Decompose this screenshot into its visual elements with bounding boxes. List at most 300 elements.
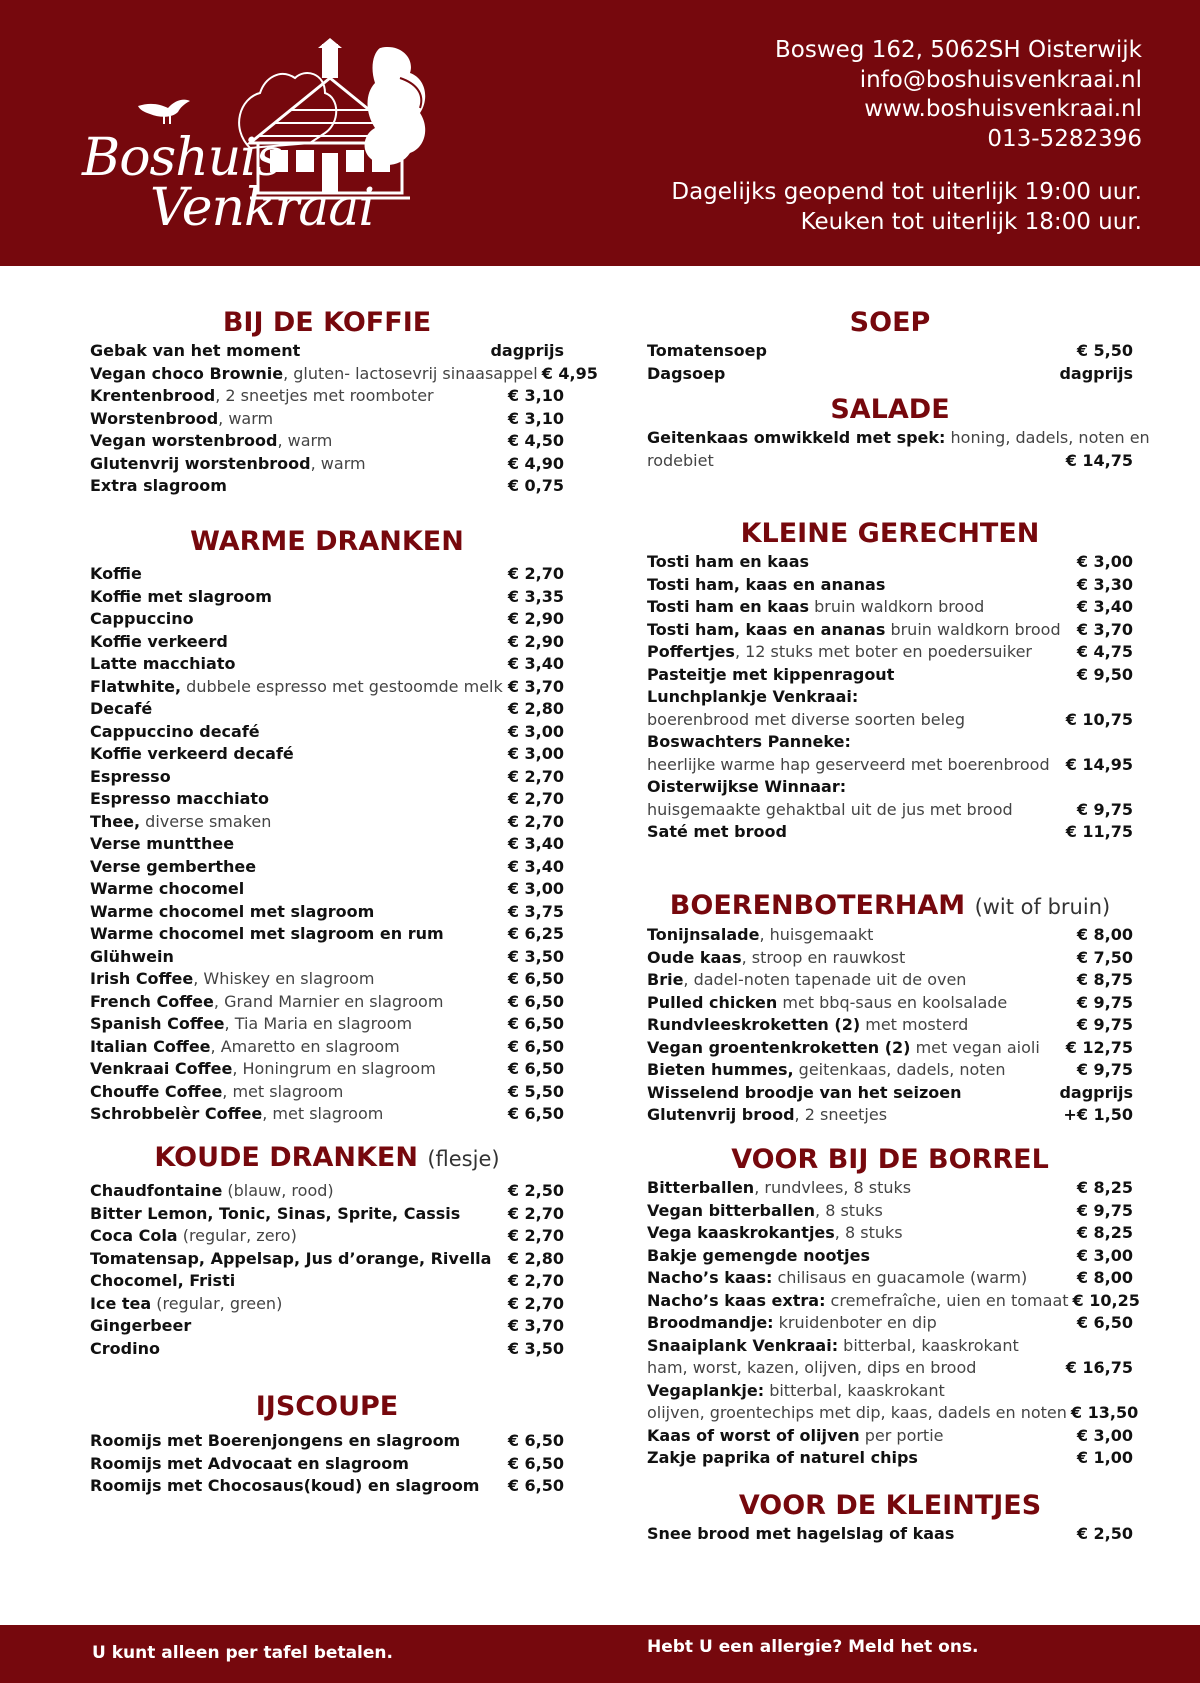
menu-item-name: Warme chocomel: [90, 879, 245, 898]
menu-item: [647, 1425, 944, 1448]
menu-item-description: diverse smaken: [140, 811, 272, 831]
website-link[interactable]: www.boshuisvenkraai.nl: [864, 96, 1142, 122]
menu-item-description: chilisaus en guacamole (warm): [772, 1268, 1028, 1287]
left-column-ijscoupe: [90, 1390, 564, 1498]
menu-item-price: € 9,75: [1076, 1015, 1133, 1034]
menu-item-description: , stroop en rauwkost: [741, 947, 906, 967]
menu-item-description: , dadel-noten tapenade uit de oven: [683, 970, 967, 989]
menu-item-row: [90, 991, 564, 1014]
menu-item-name: Crodino: [90, 1338, 160, 1358]
menu-item: [647, 731, 851, 754]
menu-item-name: Glutenvrij worstenbrood: [90, 453, 311, 473]
menu-item-description: (blauw, rood): [222, 1181, 334, 1200]
menu-item: [90, 653, 235, 676]
menu-item-price: € 4,90: [507, 453, 564, 473]
menu-item-price: € 2,70: [507, 1293, 564, 1313]
menu-item-price: € 3,40: [507, 856, 564, 876]
menu-item-name: Vegan choco Brownie: [90, 363, 284, 383]
menu-item-name: Chouffe Coffee: [90, 1081, 223, 1101]
menu-item-row: [90, 878, 564, 901]
menu-item-description: , Tia Maria en slagroom: [224, 1014, 413, 1033]
menu-item-row: [647, 754, 1133, 777]
menu-item-price: € 0,75: [507, 476, 564, 495]
menu-item-price: € 6,50: [507, 1431, 564, 1450]
menu-item-row: [90, 586, 564, 609]
menu-item-price: € 3,00: [1076, 1245, 1133, 1265]
menu-item: [90, 608, 194, 631]
menu-item-name: Coca Cola: [90, 1226, 178, 1245]
menu-item-description: , warm: [310, 453, 366, 473]
menu-item-row: [90, 1103, 564, 1126]
menu-item-row: [90, 811, 564, 834]
menu-item-row: [647, 596, 1133, 619]
menu-item-price: € 6,50: [507, 1453, 564, 1473]
menu-item: [90, 385, 434, 408]
logo-text-venkraai: Venkraai: [150, 178, 375, 238]
menu-item-row: [90, 1180, 564, 1203]
salade-desc-2: rodebiet: [647, 450, 714, 470]
koude-dranken-title: KOUDE DRANKEN: [154, 1142, 418, 1173]
menu-item-name: Bitter Lemon, Tonic, Sinas, Sprite, Cassis: [90, 1203, 461, 1223]
menu-item-row: [90, 946, 564, 969]
address: Bosweg 162, 5062SH Oisterwijk: [775, 37, 1142, 63]
list-item: [647, 450, 1133, 473]
menu-item: [647, 1177, 911, 1200]
menu-item-price: € 5,50: [507, 1081, 564, 1101]
menu-item-description: cremefraîche, uien en tomaat: [825, 1290, 1069, 1310]
menu-item-price: € 1,00: [1076, 1448, 1133, 1467]
menu-item-price: € 9,75: [1076, 1060, 1133, 1079]
menu-item-name: Brie: [647, 970, 684, 989]
menu-item-price: dagprijs: [1059, 1082, 1133, 1102]
menu-item: [647, 641, 1032, 664]
menu-item: [647, 1402, 1067, 1425]
menu-item: [647, 1014, 968, 1037]
menu-item-name: Bitterballen: [647, 1178, 755, 1197]
menu-item-name: Roomijs met Chocosaus(koud) en slagroom: [90, 1476, 480, 1495]
menu-item-name: Kaas of worst of olijven: [647, 1425, 860, 1445]
salade-desc: honing, dadels, noten en: [945, 428, 1150, 447]
menu-item: [90, 923, 444, 946]
menu-item-row: [647, 686, 1133, 709]
menu-item-row: [90, 1315, 564, 1338]
menu-item-name: Snaaiplank Venkraai:: [647, 1335, 839, 1355]
menu-item-name: Rundvleeskroketten (2): [647, 1015, 861, 1034]
menu-item: [647, 619, 1061, 642]
menu-item-row: [90, 1013, 564, 1036]
menu-item-row: [647, 1380, 1133, 1403]
menu-item: [647, 776, 846, 799]
menu-item-price: € 7,50: [1076, 947, 1133, 967]
menu-item: [90, 631, 228, 654]
menu-item: [647, 551, 809, 574]
menu-item-price: +€ 1,50: [1063, 1105, 1133, 1124]
section-title-warme-dranken: WARME DRANKEN: [190, 526, 464, 557]
menu-item-description: met bbq-saus en koolsalade: [777, 992, 1008, 1012]
menu-item-row: [90, 968, 564, 991]
menu-item-name: Broodmandje:: [647, 1313, 774, 1332]
menu-item-row: [90, 1293, 564, 1316]
menu-item-name: Koffie: [90, 564, 142, 583]
menu-item-row: [647, 363, 1133, 386]
menu-item: [90, 1453, 409, 1476]
menu-item-name: Snee brood met hagelslag of kaas: [647, 1524, 955, 1543]
menu-item-row: [90, 1203, 564, 1226]
menu-item-row: [90, 1058, 564, 1081]
menu-item-name: Decafé: [90, 699, 153, 718]
menu-item-price: € 12,75: [1065, 1037, 1133, 1057]
menu-item: [647, 947, 905, 970]
menu-item: [90, 676, 503, 699]
menu-item-price: € 3,10: [507, 408, 564, 428]
menu-item: [90, 1293, 282, 1316]
menu-item-name: Italian Coffee: [90, 1036, 211, 1056]
menu-item-row: [90, 1036, 564, 1059]
menu-item: [647, 1335, 1019, 1358]
menu-item-price: € 2,80: [507, 699, 564, 718]
menu-item-row: [647, 776, 1133, 799]
menu-item: [90, 408, 273, 431]
footer-banner: [0, 1625, 1200, 1683]
menu-item-row: [647, 1290, 1140, 1313]
menu-item-row: [647, 1447, 1133, 1470]
menu-item: [90, 721, 260, 744]
menu-item: [647, 340, 767, 363]
menu-item: [647, 686, 858, 709]
hours-line-kitchen: Keuken tot uiterlijk 18:00 uur.: [800, 208, 1142, 235]
menu-item-name: Oude kaas: [647, 947, 742, 967]
menu-item-price: € 5,50: [1076, 341, 1133, 360]
menu-item: [90, 1248, 491, 1271]
menu-item-description: , Amaretto en slagroom: [210, 1036, 400, 1056]
menu-item-price: € 8,00: [1076, 925, 1133, 944]
menu-item-name: Tosti ham en kaas: [647, 597, 810, 616]
list-warme-dranken: [90, 563, 564, 1126]
menu-item-name: Gebak van het moment: [90, 341, 301, 360]
menu-item-description: geitenkaas, dadels, noten: [793, 1060, 1006, 1079]
menu-item-description: , warm: [277, 431, 333, 450]
email-link[interactable]: info@boshuisvenkraai.nl: [859, 66, 1142, 93]
menu-item: [90, 968, 374, 991]
right-column-salade: [647, 393, 1150, 472]
menu-item-price: € 4,95: [541, 363, 598, 383]
list-item: [647, 427, 1150, 450]
menu-item-price: € 2,70: [507, 564, 564, 583]
menu-item-row: [90, 721, 564, 744]
menu-item-row: [90, 1338, 564, 1361]
menu-item-price: € 13,50: [1070, 1403, 1139, 1422]
menu-item: [647, 363, 725, 386]
menu-item-description: , met slagroom: [262, 1104, 384, 1123]
menu-item: [90, 788, 269, 811]
list-boerenboterham: [647, 924, 1133, 1127]
menu-item-name: Worstenbrood: [90, 408, 219, 428]
menu-item-row: [90, 1225, 564, 1248]
menu-item-row: [90, 1475, 564, 1498]
menu-item: [647, 754, 1050, 777]
section-title-borrel: VOOR BIJ DE BORREL: [731, 1144, 1049, 1175]
menu-item: [90, 430, 332, 453]
menu-item-row: [90, 653, 564, 676]
menu-item-row: [90, 608, 564, 631]
menu-item-name: Tosti ham, kaas en ananas: [647, 574, 886, 594]
menu-item-price: € 6,50: [1076, 1313, 1133, 1332]
menu-item-name: Cappuccino decafé: [90, 721, 260, 741]
menu-item-price: € 3,40: [507, 834, 564, 853]
menu-item-row: [647, 1082, 1133, 1105]
menu-item-name: Glühwein: [90, 946, 174, 966]
menu-item-description: dubbele espresso met gestoomde melk: [181, 676, 503, 696]
section-title-kleine-gerechten: KLEINE GERECHTEN: [740, 518, 1040, 549]
boerenboterham-subtitle: (wit of bruin): [974, 895, 1111, 919]
menu-item: [90, 1270, 235, 1293]
list-bij-de-koffie: [90, 340, 598, 498]
menu-item: [90, 363, 538, 386]
menu-item-row: [90, 676, 564, 699]
menu-item: [90, 878, 244, 901]
right-column-soep: [647, 306, 1133, 385]
menu-item-price: € 2,70: [507, 789, 564, 808]
menu-item-price: € 3,50: [507, 946, 564, 966]
menu-item-name: Extra slagroom: [90, 476, 227, 495]
menu-item-name: Vega kaaskrokantjes: [647, 1223, 835, 1242]
menu-item: [90, 743, 294, 766]
menu-item: [90, 698, 152, 721]
menu-item-row: [647, 1312, 1133, 1335]
menu-item-price: € 3,40: [1076, 597, 1133, 616]
menu-item-description: (regular, zero): [177, 1226, 297, 1245]
menu-item-name: Pulled chicken: [647, 992, 778, 1012]
left-column-koude: [90, 1141, 564, 1360]
menu-item: [647, 924, 873, 947]
menu-item-name: Schrobbelèr Coffee: [90, 1104, 263, 1123]
menu-item: [647, 1245, 870, 1268]
section-title-soep: SOEP: [849, 307, 931, 338]
hours-line-open: Dagelijks geopend tot uiterlijk 19:00 uur.: [671, 179, 1142, 205]
menu-item-row: [90, 766, 564, 789]
menu-item: [90, 1013, 412, 1036]
menu-item-row: [647, 799, 1133, 822]
menu-item: [90, 453, 366, 476]
menu-item-price: € 6,50: [507, 1104, 564, 1123]
menu-item-description: heerlijke warme hap geserveerd met boerenbrood: [647, 754, 1050, 774]
right-column-boerenboterham: [647, 889, 1133, 1127]
salade-name: Geitenkaas omwikkeld met spek:: [647, 428, 946, 447]
menu-item-price: € 10,25: [1072, 1290, 1140, 1310]
menu-item-price: € 3,00: [507, 721, 564, 741]
opening-hours: [671, 178, 1142, 237]
menu-item: [647, 799, 1013, 822]
menu-item: [90, 1315, 191, 1338]
menu-item-price: € 3,10: [507, 386, 564, 405]
list-borrel: [647, 1177, 1140, 1470]
menu-item-name: Tosti ham, kaas en ananas: [647, 619, 886, 639]
menu-item-name: Venkraai Coffee: [90, 1059, 233, 1078]
menu-item-row: [647, 574, 1133, 597]
menu-item-row: [647, 664, 1133, 687]
menu-item-price: € 9,75: [1076, 992, 1133, 1012]
menu-item-row: [647, 821, 1133, 844]
menu-item-description: , 2 sneetjes: [794, 1105, 888, 1124]
menu-item: [647, 1267, 1027, 1290]
menu-item-name: Chaudfontaine: [90, 1181, 223, 1200]
menu-item: [90, 1103, 383, 1126]
menu-item-row: [647, 641, 1133, 664]
menu-item-price: € 2,70: [507, 1226, 564, 1245]
menu-item-price: € 14,95: [1065, 754, 1133, 774]
header-banner: [0, 0, 1200, 266]
menu-item-row: [90, 1270, 564, 1293]
menu-item: [647, 1447, 918, 1470]
section-title-kleintjes: VOOR DE KLEINTJES: [738, 1490, 1042, 1521]
menu-item: [647, 1312, 937, 1335]
menu-item-description: bitterbal, kaaskrokant: [838, 1335, 1019, 1355]
menu-item-price: € 2,70: [507, 766, 564, 786]
menu-item-row: [90, 1248, 564, 1271]
menu-item: [90, 475, 227, 498]
menu-item-row: [90, 385, 564, 408]
menu-item: [647, 1059, 1006, 1082]
menu-item-price: € 3,50: [507, 1338, 564, 1358]
menu-item-row: [90, 430, 564, 453]
menu-item-price: € 3,30: [1076, 574, 1133, 594]
menu-item-price: € 3,00: [1076, 552, 1133, 571]
menu-item-description: , 12 stuks met boter en poedersuiker: [734, 642, 1032, 661]
menu-item-name: Verse muntthee: [90, 834, 235, 853]
list-soep: [647, 340, 1133, 385]
menu-item-price: € 6,25: [507, 924, 564, 943]
menu-item: [90, 766, 171, 789]
menu-item-row: [647, 924, 1133, 947]
menu-item: [90, 586, 272, 609]
menu-item-price: € 2,70: [507, 1203, 564, 1223]
menu-item-price: € 2,70: [507, 1271, 564, 1290]
menu-item-name: Oisterwijkse Winnaar:: [647, 777, 847, 796]
list-kleine-gerechten: [647, 551, 1133, 844]
menu-item-row: [647, 1357, 1133, 1380]
menu-item-name: Vegan groentenkroketten (2): [647, 1037, 911, 1057]
menu-item: [90, 991, 443, 1014]
menu-item-row: [647, 1245, 1133, 1268]
menu-item-name: Tomatensap, Appelsap, Jus d’orange, Rivella: [90, 1248, 492, 1268]
menu-item-name: Roomijs met Advocaat en slagroom: [90, 1453, 409, 1473]
menu-item: [90, 833, 234, 856]
menu-item-name: Krentenbrood: [90, 386, 216, 405]
menu-item-name: Warme chocomel met slagroom: [90, 901, 375, 921]
menu-item: [647, 821, 787, 844]
menu-item-row: [647, 619, 1133, 642]
menu-item-name: Tomatensoep: [647, 341, 767, 360]
menu-item-price: € 3,00: [507, 744, 564, 763]
menu-item-price: € 2,70: [507, 811, 564, 831]
salade-price: € 14,75: [1065, 450, 1133, 470]
menu-item-name: Gingerbeer: [90, 1316, 192, 1335]
menu-item: [647, 1082, 962, 1105]
menu-item-name: Wisselend broodje van het seizoen: [647, 1082, 962, 1102]
menu-item-row: [90, 1081, 564, 1104]
section-title-koude-dranken: [90, 1141, 564, 1176]
menu-item-row: [90, 833, 564, 856]
menu-item-name: Nacho’s kaas:: [647, 1268, 773, 1287]
menu-item: [90, 1180, 334, 1203]
menu-item-description: , 2 sneetjes met roomboter: [215, 386, 434, 405]
menu-item-row: [90, 901, 564, 924]
menu-item-name: Tonijnsalade: [647, 925, 760, 944]
menu-item-price: € 3,00: [1076, 1425, 1133, 1445]
menu-item-name: Bieten hummes,: [647, 1060, 794, 1079]
list-ijscoupe: [90, 1430, 564, 1498]
menu-item: [647, 664, 894, 687]
menu-item-name: Verse gemberthee: [90, 856, 257, 876]
menu-item: [90, 1475, 479, 1498]
footer-payment-note: U kunt alleen per tafel betalen.: [92, 1643, 393, 1663]
menu-item-description: met vegan aioli: [910, 1037, 1040, 1057]
list-koude-dranken: [90, 1180, 564, 1360]
menu-item-description: kruidenboter en dip: [773, 1313, 937, 1332]
menu-item: [647, 1290, 1069, 1313]
menu-item-price: € 9,75: [1076, 799, 1133, 819]
menu-item-row: [647, 1523, 1133, 1546]
menu-item: [90, 1338, 160, 1361]
menu-item-price: € 10,75: [1065, 709, 1133, 729]
menu-item-description: , 8 stuks: [834, 1223, 903, 1242]
menu-item-name: French Coffee: [90, 991, 214, 1011]
menu-item: [647, 1523, 954, 1546]
menu-item-description: bruin waldkorn brood: [809, 597, 985, 616]
section-title-bij-de-koffie: BIJ DE KOFFIE: [222, 307, 432, 338]
menu-item-price: € 8,00: [1076, 1268, 1133, 1287]
menu-item-price: € 16,75: [1065, 1358, 1133, 1377]
menu-item-row: [647, 1222, 1133, 1245]
menu-item-price: € 11,75: [1065, 822, 1133, 841]
menu-item: [647, 574, 885, 597]
menu-item-name: Spanish Coffee: [90, 1014, 225, 1033]
menu-item-row: [90, 698, 564, 721]
menu-item-description: , huisgemaakt: [759, 925, 874, 944]
menu-item: [647, 1104, 887, 1127]
menu-item-description: olijven, groentechips met dip, kaas, dadels en noten: [647, 1403, 1067, 1422]
menu-item: [647, 992, 1007, 1015]
menu-item-price: dagprijs: [1059, 363, 1133, 383]
right-column-kleine: [647, 517, 1133, 844]
menu-item-row: [647, 1200, 1133, 1223]
menu-item-price: € 2,50: [507, 1181, 564, 1200]
menu-item-name: Boswachters Panneke:: [647, 732, 851, 751]
menu-item: [90, 1081, 343, 1104]
menu-item-name: Cappuccino: [90, 609, 194, 628]
phone-number[interactable]: 013-5282396: [987, 125, 1142, 152]
menu-item-description: , rundvlees, 8 stuks: [754, 1178, 912, 1197]
list-kleintjes: [647, 1523, 1133, 1546]
menu-item-price: € 2,80: [507, 1248, 564, 1268]
menu-item-description: per portie: [859, 1425, 944, 1445]
section-title-salade: SALADE: [830, 394, 950, 425]
menu-item: [647, 1200, 883, 1223]
section-title-ijscoupe: IJSCOUPE: [255, 1391, 399, 1422]
menu-item-price: € 3,70: [507, 1316, 564, 1335]
menu-item-description: boerenbrood met diverse soorten beleg: [647, 709, 966, 729]
left-column: [90, 306, 598, 498]
menu-item-price: dagprijs: [490, 341, 564, 360]
menu-item-description: huisgemaakte gehaktbal uit de jus met brood: [647, 799, 1013, 819]
menu-item: [90, 340, 300, 363]
menu-item-price: € 9,75: [1076, 1200, 1133, 1220]
menu-item-description: ham, worst, kazen, olijven, dips en brood: [647, 1358, 977, 1377]
menu-item-price: € 2,50: [1076, 1524, 1133, 1543]
menu-item: [90, 563, 142, 586]
menu-item-row: [90, 475, 564, 498]
menu-item-name: Vegan bitterballen: [647, 1200, 816, 1220]
